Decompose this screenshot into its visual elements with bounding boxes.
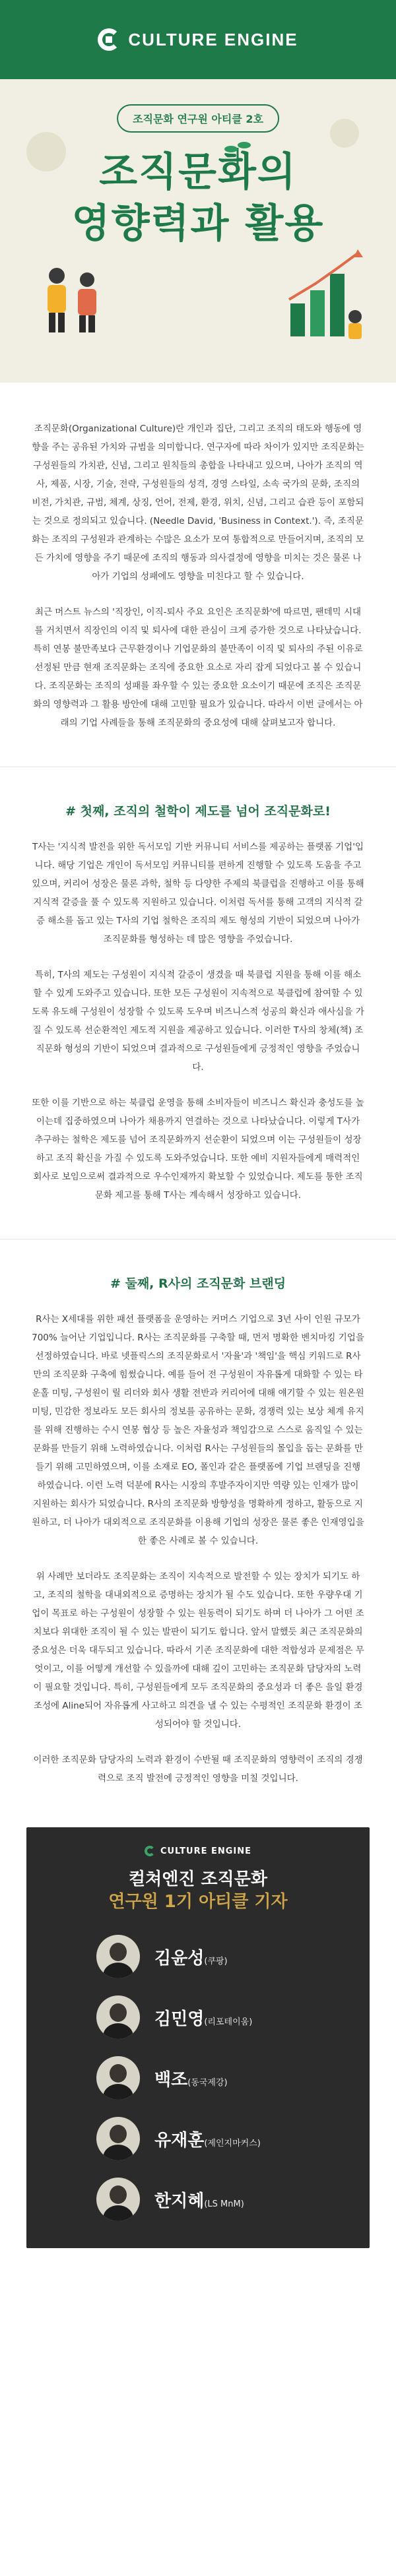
intro-paragraph: 최근 머스트 뉴스의 '직장인, 이직-퇴사 주요 요인은 조직문화'에 따르면, 팬데믹 시대를 거치면서 직장인의 이직 및 퇴사에 대한 관심이 크게 증가한 것으로 나타났습니다. 특히 연봉 불만족보다 근무환경이나 기업문화의 불만족이 이직 및 퇴사의 주된 이유로 선정된 만큼 현재 조직문화는 조직에 중요한 요소로 자리 잡게 되었다고 볼 수 있습니다. 조직문화는 조직의 성패를 좌우할 수 있는 중요한 요소이기 때문에 조직은 조직문화의 영향력과 그 활용 방안에 대해 고민할 필요가 있습니다. 따라서 이번 글에서는 아래의 기업 사례들을 통해 조직문화의 중요성에 대해 살펴보고자 합니다. (33, 607, 363, 728)
section-paragraph: 위 사례만 보더라도 조직문화는 조직이 지속적으로 발전할 수 있는 장치가 되기도 하고, 조직의 철학을 대내외적으로 증명하는 장치가 될 수도 있습니다. 또한 우량우대 기업이 목표로 하는 구성원이 성장할 수 있는 원동력이 되기도 하며 더 나아가 그 어떤 조치보다 위대한 조직이 될 수 있는 발판이 되기도 합니다. 앞서 말했듯 최근 조직문화의 중요성은 더욱 대두되고 있습니다. 따라서 기존 조직문화에 대한 적합성과 문제점은 무엇이고, 이를 어떻게 개선할 수 있을까에 대해 깊이 고민하는 조직문화 담당자의 노력이 필요할 것입니다. 특히, 구성원들에게 모두 조직문화의 중요성과 더 좋은 을일 환경 조성에 Aline되어 자유롭게 사고하고 의견을 낼 수 있는 수평적인 조직문화 환경이 조성되어야 할 것입니다. (32, 1571, 364, 1730)
avatar (96, 2056, 140, 2100)
section-paragraph: R사는 X세대를 위한 패션 플랫폼을 운영하는 커머스 기업으로 3년 사이 인원 규모가 700% 늘어난 기업입니다. R사는 조직문화를 구축할 때, 먼저 명확한 벤치마킹 기업을 선정하였습니다. 바로 넷플릭스의 조직문화로서 '자율'과 '책임'을 핵심 키워드로 R사 만의 조직문화 구축에 힘썼습니다. 예를 들어 전 구성원이 자유롭게 대화할 수 있는 타운홀 미팅, 구성원이 릴 리더와 회사 생활 전반과 커리어에 대해 얘기할 수 있는 원온원 미팅, 민감한 정보라도 모든 회사의 정보를 공유하는 문화, 경쟁력 있는 보상 체계 유지를 위해 진행하는 수시 연봉 협상 등 높은 자율성과 책임감으로 스스로 움직일 수 있는 문화를 만들기 위해 노력하였습니다. 이처럼 R사는 구성원들의 몰입을 돕는 문화를 만들기 위해 고민하였으며, 이를 소재로 EO, 폴인과 같은 플랫폼에 기업 브랜딩을 진행하였습니다. 이런 노력 덕분에 R사는 시장의 후발주자이지만 역량 있는 인재가 많이 지원하는 회사가 되었습니다. R사의 조직문화 방향성을 명확하게 정하고, 활동으로 지원하고, 더 나아가 대외적으로 조직문화를 이용해 기업의 성장은 물론 좋은 인재영입을 한 좋은 사례로 볼 수 있습니다. (32, 1314, 364, 1546)
section-paragraph: T사는 '지식적 발전을 위한 독서모임 기반 커뮤니티 서비스를 제공하는 플랫폼 기업'입니다. 해당 기업은 개인이 독서모임 커뮤니티를 편하게 진행할 수 있도록 도움을 주고 있으며, 커리어 성장은 물론 과학, 철학 등 다양한 주제의 북클럽을 진행하고 이를 통해 지식적 갈증을 풀 수 있도록 지원하고 있습니다. 이처럼 독서를 통해 고객의 지식적 갈증 해소를 돕고 있는 T사의 기업 철학은 조직의 제도 형성의 기반이 되었으며 나아가 조직문화를 형성하는 데 많은 영향을 주었습니다. (32, 842, 364, 945)
page-title (0, 146, 396, 249)
section-paragraph: 이러한 조직문화 담당자의 노력과 환경이 수반될 때 조직문화의 영향력이 조직의 경쟁력으로 조직 발전에 긍정적인 영향을 미칠 것입니다. (33, 1755, 363, 1784)
card-subtitle: 연구원 1기 아티클 기자 (108, 1892, 288, 1912)
divider (0, 1239, 396, 1240)
section-one (0, 801, 396, 1205)
section-two (0, 1274, 396, 1788)
card-brand: CULTURE ENGINE (160, 1846, 252, 1856)
header-banner (0, 0, 396, 79)
author-name: 한지혜 (154, 2191, 205, 2211)
author-org: (동국제강) (187, 2077, 228, 2088)
author-list (26, 1926, 370, 2230)
author-item (26, 1987, 370, 2048)
title-line: 영향력과 활용 (71, 201, 325, 247)
decor-circle-icon (330, 119, 359, 148)
author-name: 김민영 (154, 2009, 205, 2029)
intro-paragraph: 조직문화(Organizational Culture)란 개인과 집단, 그리고 조직의 태도와 행동에 영향을 주는 공유된 가치와 규범을 의미합니다. 연구자에 따라 차이가 있지만 조직문화는 구성원들의 가치관, 신념, 그리고 원칙들의 총합을 나타내고 있으며, 나아가 조직의 역사, 제품, 시장, 기술, 전략, 구성원들의 성격, 경영 스타일, 소속 국가의 문화, 조직의 비전, 가치관, 규범, 체계, 상징, 언어, 전제, 환경, 위치, 신념, 그리고 습관 등이 포함되는 것으로 정의되고 있습니다. (Needle David, 'Business in Context.'). 즉, 조직문화는 조직의 구성원과 관계하는 수많은 요소가 모여 통합적으로 만들어지며, 조직의 모든 가치에 영향을 주기 때문에 조직의 행동과 의사결정에 영향을 미치는 것은 물론 나아가 기업의 성패에도 영향을 미친다고 할 수 있습니다. (32, 424, 364, 582)
culture-engine-logo-icon (98, 28, 120, 51)
author-item (26, 2108, 370, 2169)
hero-section (0, 79, 396, 383)
section-heading: # 첫째, 조직의 철학이 제도를 넘어 조직문화로! (65, 804, 331, 819)
brand-name: CULTURE ENGINE (128, 29, 298, 49)
culture-engine-logo-icon (145, 1846, 155, 1856)
avatar (96, 1995, 140, 2039)
author-name: 유재훈 (154, 2130, 205, 2151)
card-logo (26, 1846, 370, 1856)
people-illustration-icon (30, 256, 110, 335)
section-paragraph: 특히, T사의 제도는 구성원이 지식적 갈증이 생겼을 때 북클럽 지원을 통해 이를 해소할 수 있게 도와주고 있습니다. 또한 모든 구성원이 지속적으로 북클럽에 참여할 수 있도록 유도해 구성원이 성장할 수 있도록 도우며 비즈니스적 성공의 확신과 애사심을 가질 수 있도록 선순환적인 제도적 지원을 제공하고 있습니다. 이러한 T사의 창체(책) 조직문화 형성의 기반이 되었으며 결과적으로 구성원들에게 긍정적인 영향을 주었습니다. (32, 970, 364, 1073)
author-item (26, 2169, 370, 2230)
avatar (96, 1935, 140, 1978)
intro-section (0, 420, 396, 732)
authors-card (26, 1827, 370, 2248)
title-line: 조직문화의 (99, 149, 297, 195)
growth-illustration-icon (277, 244, 370, 343)
author-org: (제인지마커스) (204, 2138, 261, 2149)
card-title: 컬쳐엔진 조직문화 (129, 1869, 267, 1889)
avatar (96, 2117, 140, 2160)
author-org: (쿠팡) (204, 1956, 228, 1966)
section-heading: # 둘째, R사의 조직문화 브랜딩 (110, 1276, 286, 1291)
author-item (26, 2048, 370, 2108)
section-paragraph: 또한 이를 기반으로 하는 북클럽 운영을 통해 소비자들이 비즈니스 확신과 충성도를 높이는데 집중하였으며 나아가 채용까지 연결하는 것으로 나타났습니다. 이렇게 T사가 추구하는 철학은 제도를 넘어 조직문화까지 선순환이 되었으며 이는 구성원들이 성장하고 조직 확신을 가질 수 있도록 도와주었습니다. 또한 예비 지원자들에게 매력적인 회사로 보임으로써 결과적으로 우수인재까지 확보할 수 있었습니다. 제도를 통한 조직문화 제고를 통해 T사는 계속해서 성장하고 있습니다. (32, 1098, 364, 1201)
author-org: (리포테이움) (204, 2017, 253, 2027)
author-org: (LS MnM) (204, 2199, 244, 2209)
author-item (26, 1926, 370, 1987)
avatar (96, 2178, 140, 2221)
author-name: 백조 (154, 2069, 188, 2090)
article-badge: 조직문화 연구원 아티클 2호 (117, 104, 279, 133)
author-name: 김윤성 (154, 1948, 205, 1968)
bottom-spacer (0, 2248, 396, 2268)
